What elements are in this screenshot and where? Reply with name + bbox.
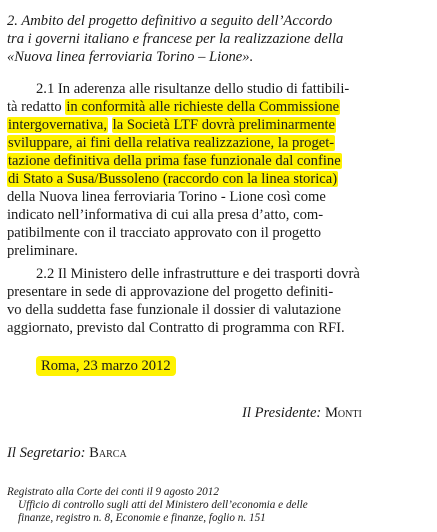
plain-text: tà redatto [7, 99, 66, 115]
paragraph-2-1-line-8: indicato nell’informativa di cui alla presa d’atto, com- [7, 207, 324, 223]
secretary-label: Il Segretario: [7, 445, 86, 461]
secretary-name: Barca [89, 445, 127, 461]
section-title-line-3: «Nuova linea ferroviaria Torino – Lione». [7, 49, 254, 65]
president-name: Monti [324, 405, 362, 421]
registration-line-2: Ufficio di controllo sugli atti del Ministero dell’economia e delle [18, 499, 308, 511]
section-title-line-2: tra i governi italiano e francese per la realizzazione della [7, 31, 344, 47]
paragraph-2-1-line-6 [7, 170, 338, 188]
president-label: Il Presidente: [242, 405, 322, 421]
highlighted-text: la Società LTF dovrà preliminarmente [112, 117, 336, 133]
secretary-signature [7, 444, 127, 462]
registration-line-3: finanze, registro n. 8, Economie e finanze, foglio n. 151 [18, 512, 266, 524]
paragraph-2-1-line-9: patibilmente con il tracciato approvato con il progetto [7, 225, 322, 241]
paragraph-2-1-line-5 [7, 152, 342, 170]
paragraph-2-2-line-4: aggiornato, previsto dal Contratto di programma con RFI. [7, 320, 345, 336]
highlighted-text: in conformità alle richieste della Commissione [66, 99, 340, 115]
paragraph-2-2-line-3: vo della suddetta fase funzionale il dossier di valutazione [7, 302, 341, 318]
highlighted-text: Roma, 23 marzo 2012 [36, 356, 176, 376]
highlighted-text: di Stato a Susa/Bussoleno (raccordo con la linea storica) [8, 171, 338, 187]
highlighted-text: tazione definitiva della prima fase funzionale dal confine [8, 153, 341, 169]
paragraph-2-1-line-2 [7, 98, 340, 116]
paragraph-2-1-line-1: 2.1 In aderenza alle risultanze dello studio di fattibili- [36, 81, 350, 97]
paragraph-2-2-line-2: presentare in sede di approvazione del progetto definiti- [7, 284, 334, 300]
president-signature [242, 404, 362, 422]
paragraph-2-1-line-4 [7, 134, 335, 152]
paragraph-2-1-line-10: preliminare. [7, 243, 78, 259]
place-date [36, 357, 176, 375]
paragraph-2-1-line-3 [7, 116, 336, 134]
paragraph-2-1-line-7: della Nuova linea ferroviaria Torino - Lione così come [7, 189, 326, 205]
paragraph-2-2-line-1: 2.2 Il Ministero delle infrastrutture e dei trasporti dovrà [36, 266, 360, 282]
registration-line-1: Registrato alla Corte dei conti il 9 agosto 2012 [7, 486, 219, 498]
highlighted-text: sviluppare, ai fini della relativa realizzazione, la proget- [8, 135, 335, 151]
highlighted-text: intergovernativa, [8, 117, 108, 133]
section-title-line-1: 2. Ambito del progetto definitivo a seguito dell’Accordo [7, 13, 333, 29]
